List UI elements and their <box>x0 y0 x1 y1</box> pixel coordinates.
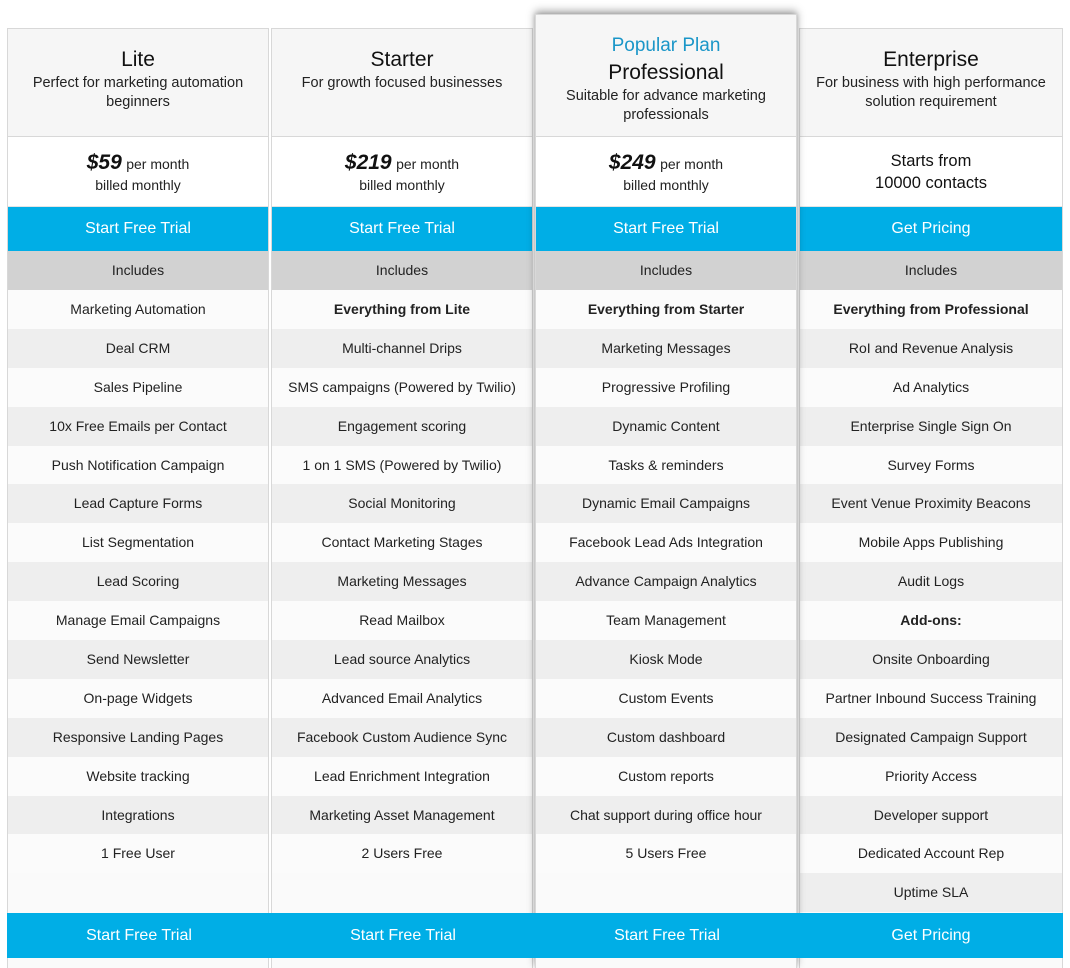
plan-subtitle: For business with high performance solution requirement <box>816 75 1046 110</box>
feature-item: 10x Free Emails per Contact <box>8 407 268 446</box>
plan-header <box>272 28 532 137</box>
includes-header: Includes <box>536 251 796 290</box>
plan-header <box>536 14 796 137</box>
plan-header <box>8 28 268 137</box>
feature-item: RoI and Revenue Analysis <box>800 329 1062 368</box>
bottom-start-free-trial-button[interactable]: Start Free Trial <box>350 927 456 944</box>
feature-item: Partner Inbound Success Training <box>800 679 1062 718</box>
feature-item: Audit Logs <box>800 562 1062 601</box>
feature-item: Social Monitoring <box>272 484 532 523</box>
billing-note: billed monthly <box>95 177 181 193</box>
feature-item: Chat support during office hour <box>536 796 796 835</box>
price-period: per month <box>660 156 724 172</box>
price-box <box>8 137 268 207</box>
feature-item: Marketing Messages <box>272 562 532 601</box>
feature-item: Progressive Profiling <box>536 368 796 407</box>
plan-card-lite <box>7 28 269 968</box>
feature-item: Designated Campaign Support <box>800 718 1062 757</box>
feature-item: Marketing Automation <box>8 290 268 329</box>
plan-subtitle: For growth focused businesses <box>301 75 503 91</box>
feature-item: Lead source Analytics <box>272 640 532 679</box>
starts-from-label: Starts from <box>890 152 972 170</box>
feature-item: Event Venue Proximity Beacons <box>800 484 1062 523</box>
feature-item: Ad Analytics <box>800 368 1062 407</box>
feature-item: Responsive Landing Pages <box>8 718 268 757</box>
feature-item: Kiosk Mode <box>536 640 796 679</box>
price: $249 <box>608 151 656 174</box>
includes-header: Includes <box>8 251 268 290</box>
bottom-get-pricing-button[interactable]: Get Pricing <box>891 927 971 944</box>
feature-item: Send Newsletter <box>8 640 268 679</box>
feature-section-heading: Everything from Starter <box>536 290 796 329</box>
plan-card-enterprise <box>799 28 1063 968</box>
feature-list <box>800 290 1062 912</box>
feature-item: Advance Campaign Analytics <box>536 562 796 601</box>
feature-item: Advanced Email Analytics <box>272 679 532 718</box>
plan-card-starter <box>271 28 533 968</box>
feature-item: 5 Users Free <box>536 834 796 873</box>
feature-section-heading: Add-ons: <box>800 601 1062 640</box>
feature-item: Facebook Custom Audience Sync <box>272 718 532 757</box>
feature-list <box>8 290 268 873</box>
feature-item: Multi-channel Drips <box>272 329 532 368</box>
plan-header <box>800 28 1062 137</box>
feature-item: Contact Marketing Stages <box>272 523 532 562</box>
bottom-start-free-trial-button[interactable]: Start Free Trial <box>86 927 192 944</box>
feature-item: Marketing Messages <box>536 329 796 368</box>
plan-name: Lite <box>121 48 155 71</box>
feature-item: Manage Email Campaigns <box>8 601 268 640</box>
plan-subtitle: Perfect for marketing automation beginners <box>32 75 244 110</box>
feature-item: Custom dashboard <box>536 718 796 757</box>
price-period: per month <box>126 156 190 172</box>
feature-item: Sales Pipeline <box>8 368 268 407</box>
feature-item: List Segmentation <box>8 523 268 562</box>
feature-item: Integrations <box>8 796 268 835</box>
feature-item: Dynamic Content <box>536 407 796 446</box>
feature-item: Enterprise Single Sign On <box>800 407 1062 446</box>
start-free-trial-button[interactable]: Start Free Trial <box>8 207 268 251</box>
feature-item: Dynamic Email Campaigns <box>536 484 796 523</box>
feature-item: Uptime SLA <box>800 873 1062 912</box>
price: $219 <box>344 151 392 174</box>
feature-item: Facebook Lead Ads Integration <box>536 523 796 562</box>
feature-item: 1 Free User <box>8 834 268 873</box>
feature-item: Deal CRM <box>8 329 268 368</box>
includes-header: Includes <box>800 251 1062 290</box>
price-box <box>800 137 1062 207</box>
feature-list <box>272 290 532 873</box>
plan-card-professional <box>535 14 797 968</box>
includes-header: Includes <box>272 251 532 290</box>
plan-subtitle: Suitable for advance marketing professionals <box>566 88 766 123</box>
price: $59 <box>86 151 122 174</box>
feature-item: Lead Capture Forms <box>8 484 268 523</box>
feature-item: Custom Events <box>536 679 796 718</box>
feature-item: 2 Users Free <box>272 834 532 873</box>
start-free-trial-button[interactable]: Start Free Trial <box>536 207 796 251</box>
feature-list <box>536 290 796 873</box>
feature-item: Developer support <box>800 796 1062 835</box>
feature-item: Lead Enrichment Integration <box>272 757 532 796</box>
price-box <box>536 137 796 207</box>
plan-name: Starter <box>370 48 434 71</box>
feature-item: Priority Access <box>800 757 1062 796</box>
feature-item: Team Management <box>536 601 796 640</box>
popular-plan-label: Popular Plan <box>611 35 721 56</box>
feature-item: Onsite Onboarding <box>800 640 1062 679</box>
feature-item: Custom reports <box>536 757 796 796</box>
get-pricing-button[interactable]: Get Pricing <box>800 207 1062 251</box>
price-box <box>272 137 532 207</box>
feature-item: SMS campaigns (Powered by Twilio) <box>272 368 532 407</box>
feature-item: Engagement scoring <box>272 407 532 446</box>
feature-item: Push Notification Campaign <box>8 446 268 485</box>
contacts-count: 10000 contacts <box>875 174 987 192</box>
billing-note: billed monthly <box>359 177 445 193</box>
feature-item: Marketing Asset Management <box>272 796 532 835</box>
start-free-trial-button[interactable]: Start Free Trial <box>272 207 532 251</box>
plan-name: Enterprise <box>883 48 979 71</box>
feature-item: On-page Widgets <box>8 679 268 718</box>
feature-item: Lead Scoring <box>8 562 268 601</box>
billing-note: billed monthly <box>623 177 709 193</box>
feature-item: 1 on 1 SMS (Powered by Twilio) <box>272 446 532 485</box>
feature-item: Dedicated Account Rep <box>800 834 1062 873</box>
feature-item: Survey Forms <box>800 446 1062 485</box>
feature-item: Website tracking <box>8 757 268 796</box>
feature-section-heading: Everything from Lite <box>272 290 532 329</box>
feature-item: Tasks & reminders <box>536 446 796 485</box>
feature-item: Read Mailbox <box>272 601 532 640</box>
price-period: per month <box>396 156 460 172</box>
bottom-start-free-trial-button[interactable]: Start Free Trial <box>614 927 720 944</box>
feature-item: Mobile Apps Publishing <box>800 523 1062 562</box>
plan-name: Professional <box>608 61 724 84</box>
bottom-cta-bar <box>7 913 1063 958</box>
feature-section-heading: Everything from Professional <box>800 290 1062 329</box>
